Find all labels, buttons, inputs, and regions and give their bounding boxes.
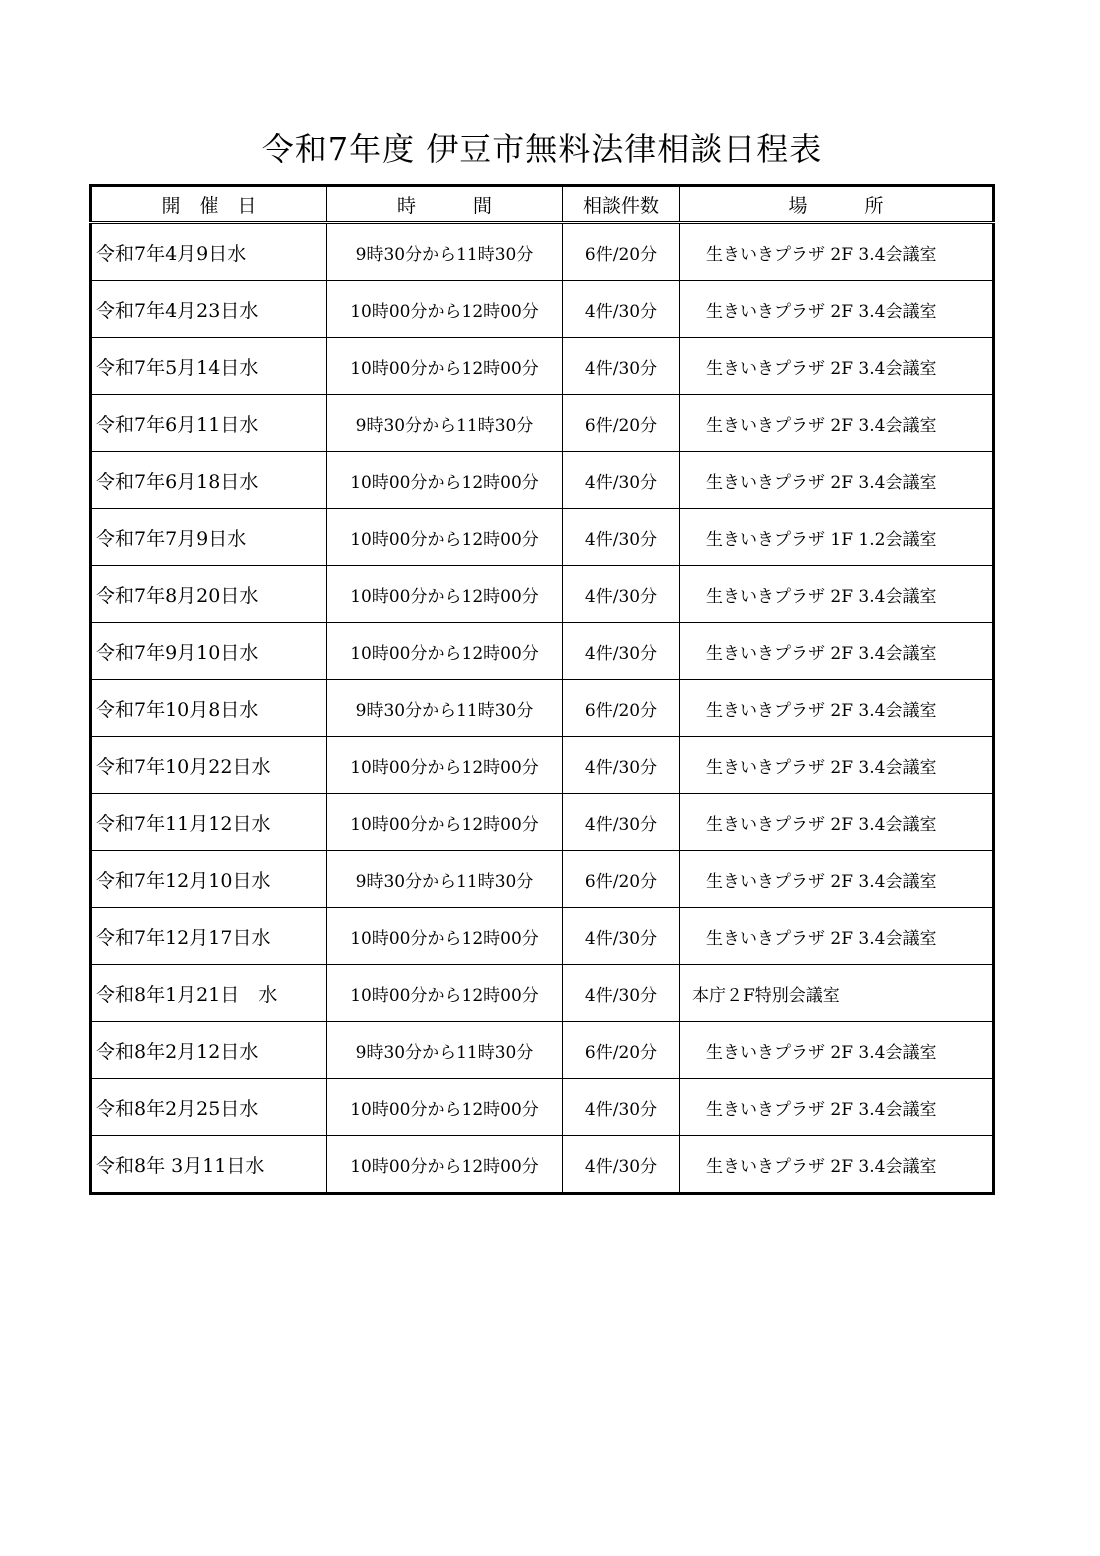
place-cell: 生きいきプラザ 2F 3.4会議室 [680, 680, 994, 737]
date-cell: 令和7年7月9日水 [91, 509, 327, 566]
place-cell: 生きいきプラザ 2F 3.4会議室 [680, 1079, 994, 1136]
place-cell: 生きいきプラザ 1F 1.2会議室 [680, 509, 994, 566]
time-cell: 10時00分から12時00分 [327, 1079, 563, 1136]
time-cell: 9時30分から11時30分 [327, 223, 563, 281]
header-date: 開 催 日 [91, 186, 327, 223]
table-row [91, 908, 994, 965]
place-cell: 生きいきプラザ 2F 3.4会議室 [680, 737, 994, 794]
place-cell: 生きいきプラザ 2F 3.4会議室 [680, 1022, 994, 1079]
table-row [91, 965, 994, 1022]
date-cell: 令和7年12月10日水 [91, 851, 327, 908]
count-cell: 4件/30分 [563, 965, 680, 1022]
count-cell: 4件/30分 [563, 794, 680, 851]
time-cell: 10時00分から12時00分 [327, 452, 563, 509]
table-body [91, 223, 994, 1194]
place-cell: 生きいきプラザ 2F 3.4会議室 [680, 223, 994, 281]
date-cell: 令和7年5月14日水 [91, 338, 327, 395]
time-cell: 10時00分から12時00分 [327, 566, 563, 623]
date-cell: 令和7年10月22日水 [91, 737, 327, 794]
date-cell: 令和7年9月10日水 [91, 623, 327, 680]
schedule-table [89, 184, 995, 1195]
table-row [91, 1022, 994, 1079]
table-row [91, 1079, 994, 1136]
place-cell: 生きいきプラザ 2F 3.4会議室 [680, 794, 994, 851]
count-cell: 4件/30分 [563, 338, 680, 395]
date-cell: 令和7年4月9日水 [91, 223, 327, 281]
page-title: 令和7年度 伊豆市無料法律相談日程表 [261, 130, 823, 168]
date-cell: 令和7年10月8日水 [91, 680, 327, 737]
place-cell: 生きいきプラザ 2F 3.4会議室 [680, 338, 994, 395]
place-cell: 生きいきプラザ 2F 3.4会議室 [680, 851, 994, 908]
table-row [91, 452, 994, 509]
table-row [91, 223, 994, 281]
time-cell: 9時30分から11時30分 [327, 680, 563, 737]
table-row [91, 566, 994, 623]
time-cell: 10時00分から12時00分 [327, 281, 563, 338]
table-row [91, 851, 994, 908]
place-cell: 本庁２F特別会議室 [680, 965, 994, 1022]
time-cell: 9時30分から11時30分 [327, 851, 563, 908]
count-cell: 4件/30分 [563, 509, 680, 566]
table-row [91, 338, 994, 395]
time-cell: 10時00分から12時00分 [327, 1136, 563, 1194]
time-cell: 10時00分から12時00分 [327, 338, 563, 395]
time-cell: 9時30分から11時30分 [327, 395, 563, 452]
date-cell: 令和7年4月23日水 [91, 281, 327, 338]
place-cell: 生きいきプラザ 2F 3.4会議室 [680, 1136, 994, 1194]
table-row [91, 680, 994, 737]
place-cell: 生きいきプラザ 2F 3.4会議室 [680, 908, 994, 965]
count-cell: 4件/30分 [563, 1136, 680, 1194]
date-cell: 令和7年12月17日水 [91, 908, 327, 965]
date-cell: 令和8年1月21日 水 [91, 965, 327, 1022]
count-cell: 4件/30分 [563, 566, 680, 623]
count-cell: 6件/20分 [563, 223, 680, 281]
table-row [91, 1136, 994, 1194]
date-cell: 令和7年8月20日水 [91, 566, 327, 623]
table-row [91, 794, 994, 851]
table-row [91, 281, 994, 338]
time-cell: 10時00分から12時00分 [327, 509, 563, 566]
place-cell: 生きいきプラザ 2F 3.4会議室 [680, 623, 994, 680]
table-row [91, 623, 994, 680]
time-cell: 10時00分から12時00分 [327, 623, 563, 680]
time-cell: 10時00分から12時00分 [327, 908, 563, 965]
time-cell: 10時00分から12時00分 [327, 965, 563, 1022]
header-place: 場 所 [680, 186, 994, 223]
place-cell: 生きいきプラザ 2F 3.4会議室 [680, 452, 994, 509]
count-cell: 6件/20分 [563, 395, 680, 452]
count-cell: 4件/30分 [563, 623, 680, 680]
count-cell: 6件/20分 [563, 680, 680, 737]
table-row [91, 737, 994, 794]
time-cell: 10時00分から12時00分 [327, 737, 563, 794]
time-cell: 9時30分から11時30分 [327, 1022, 563, 1079]
count-cell: 4件/30分 [563, 908, 680, 965]
count-cell: 4件/30分 [563, 1079, 680, 1136]
table-row [91, 509, 994, 566]
date-cell: 令和7年6月18日水 [91, 452, 327, 509]
count-cell: 6件/20分 [563, 851, 680, 908]
count-cell: 4件/30分 [563, 737, 680, 794]
date-cell: 令和8年 3月11日水 [91, 1136, 327, 1194]
date-cell: 令和7年6月11日水 [91, 395, 327, 452]
table-header-row [91, 186, 994, 223]
date-cell: 令和8年2月25日水 [91, 1079, 327, 1136]
count-cell: 6件/20分 [563, 1022, 680, 1079]
date-cell: 令和7年11月12日水 [91, 794, 327, 851]
place-cell: 生きいきプラザ 2F 3.4会議室 [680, 395, 994, 452]
place-cell: 生きいきプラザ 2F 3.4会議室 [680, 281, 994, 338]
place-cell: 生きいきプラザ 2F 3.4会議室 [680, 566, 994, 623]
date-cell: 令和8年2月12日水 [91, 1022, 327, 1079]
count-cell: 4件/30分 [563, 281, 680, 338]
table-row [91, 395, 994, 452]
count-cell: 4件/30分 [563, 452, 680, 509]
header-time: 時 間 [327, 186, 563, 223]
header-count: 相談件数 [563, 186, 680, 223]
time-cell: 10時00分から12時00分 [327, 794, 563, 851]
